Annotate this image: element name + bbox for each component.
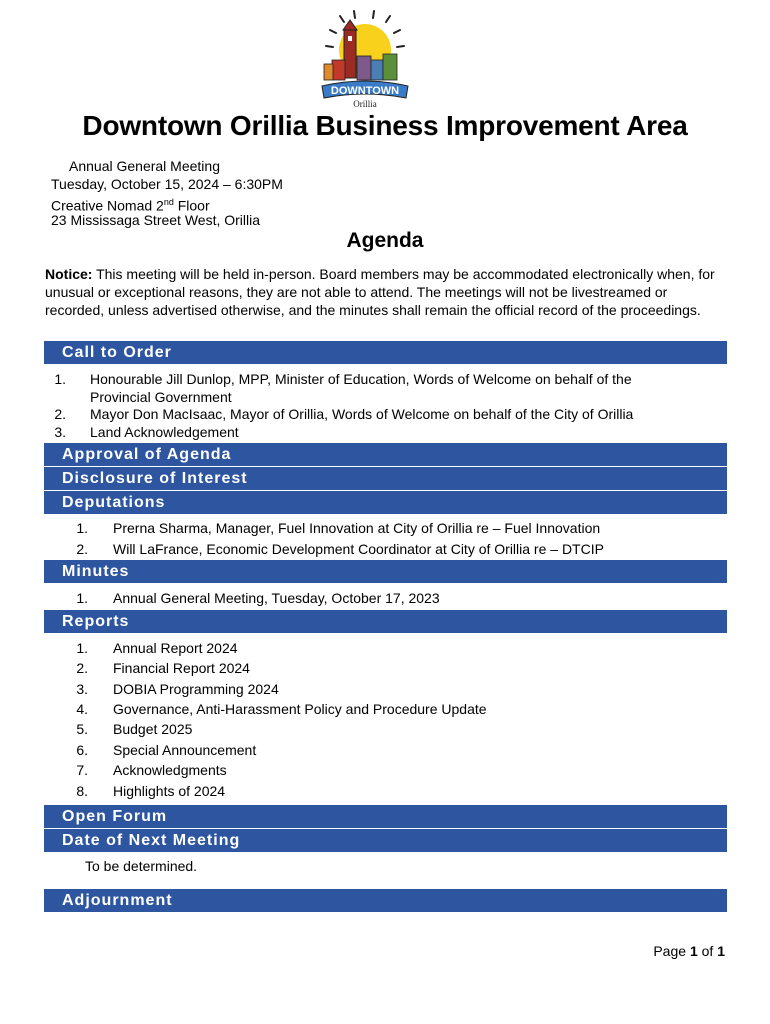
notice-text: This meeting will be held in-person. Board members may be accommodated electronically when, for unusual or exceptional reasons, they are not able to attend. The meetings will not be livestreamed or recorded, unless advertised otherwise, and the minutes shall remain the official record of the proceedings. [45,266,715,319]
meeting-name: Annual General Meeting [69,158,220,174]
item-number: 1. [76,590,88,606]
notice-label: Notice: [45,266,93,282]
item-text: Governance, Anti-Harassment Policy and Procedure Update [113,701,487,717]
item-number: 8. [76,783,88,799]
page-number [653,943,725,959]
section-date-of-next-meeting: Date of Next Meeting [44,829,727,852]
logo-text-downtown: DOWNTOWN [330,85,400,97]
item-text: Prerna Sharma, Manager, Fuel Innovation at City of Orillia re – Fuel Innovation [113,520,601,536]
item-text: Special Announcement [113,742,257,758]
item-number: 3. [76,681,88,697]
item-number: 5. [76,721,88,737]
next-meeting-note: To be determined. [85,858,198,874]
item-number: 3. [54,424,66,440]
venue-name: Creative Nomad 2 [51,197,164,214]
item-text: Honourable Jill Dunlop, MPP, Minister of Education, Words of Welcome on behalf of the [90,371,632,387]
item-text: DOBIA Programming 2024 [113,681,279,697]
section-call-to-order: Call to Order [44,341,727,364]
page-label: Page [653,943,690,959]
page-total: 1 [717,943,725,959]
page-title: Downtown Orillia Business Improvement Area [82,110,688,141]
item-text: Mayor Don MacIsaac, Mayor of Orillia, Words of Welcome on behalf of the City of Orillia [90,406,634,422]
item-text: Annual General Meeting, Tuesday, October 17, 2023 [113,590,440,606]
item-text: Highlights of 2024 [113,783,226,799]
item-number: 1. [76,640,88,656]
item-number: 4. [76,701,88,717]
section-approval-of-agenda: Approval of Agenda [44,443,727,466]
item-text: Acknowledgments [113,762,227,778]
section-open-forum: Open Forum [44,805,727,828]
item-number: 1. [76,520,88,536]
section-reports: Reports [44,610,727,633]
item-text: Will LaFrance, Economic Development Coordinator at City of Orillia re – DTCIP [113,541,604,557]
downtown-orillia-logo [310,8,420,110]
item-text: Land Acknowledgement [90,424,239,440]
meeting-address: 23 Mississaga Street West, Orillia [51,212,261,228]
item-text: Budget 2025 [113,721,193,737]
item-text: Annual Report 2024 [113,640,238,656]
meeting-date: Tuesday, October 15, 2024 – 6:30PM [51,176,283,192]
notice-paragraph [45,265,720,320]
item-number: 2. [54,406,66,422]
item-number: 7. [76,762,88,778]
section-minutes: Minutes [44,560,727,583]
item-text: Provincial Government [90,389,232,405]
venue-floor: Floor [173,197,210,214]
item-number: 2. [76,541,88,557]
agenda-heading: Agenda [346,229,424,252]
logo-text-orillia: Orillia [353,99,377,109]
item-number: 6. [76,742,88,758]
section-deputations: Deputations [44,491,727,514]
page-of-label: of [697,943,718,959]
venue-superscript: nd [163,197,174,207]
item-number: 2. [76,660,88,676]
item-number: 1. [54,371,66,387]
item-text: Financial Report 2024 [113,660,250,676]
section-disclosure-of-interest: Disclosure of Interest [44,467,727,490]
section-adjournment: Adjournment [44,889,727,912]
page-current: 1 [689,943,698,959]
